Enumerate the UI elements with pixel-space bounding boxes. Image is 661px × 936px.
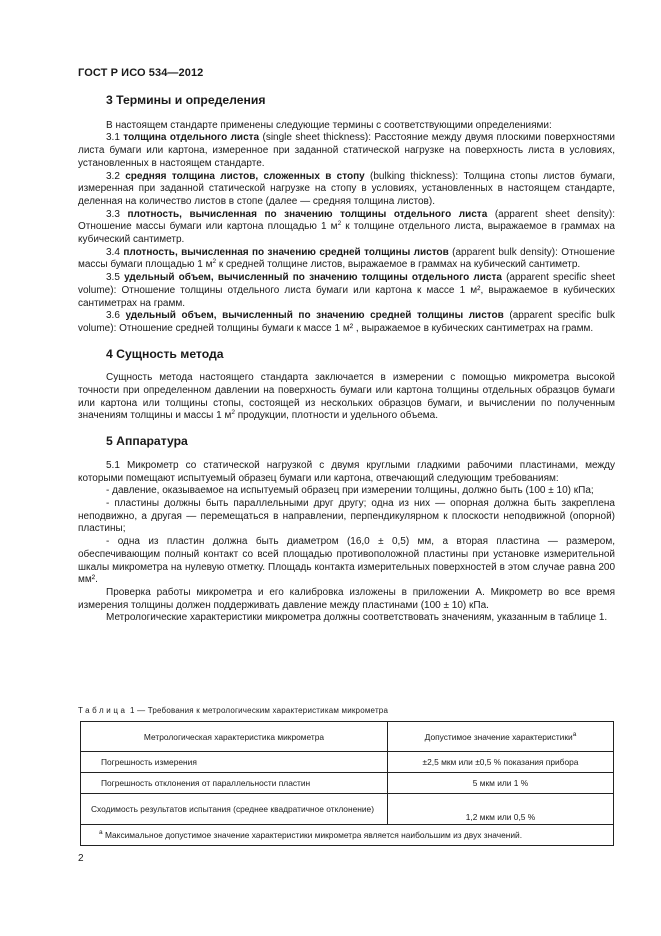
section-3-intro: В настоящем стандарте применены следующие термины с соответствующими определениями: <box>106 119 552 131</box>
section-5-paragraph-1: 5.1 Микрометр со статической нагрузкой с двумя круглыми гладкими рабочими пластинами, между которыми помещают испытуемый образец бумаги или картона, отвечающий следующим требованиям: <box>78 459 615 484</box>
section-5-paragraph-6: Метрологические характеристики микрометра должны соответствовать значениям, указанным в таблице 1. <box>106 612 608 624</box>
definition-3-6: 3.6 удельный объем, вычисленный по значению средней толщины листов (apparent specific bulk volume): Отношение средней толщины бумаги к массе 1 м² , выражаемое в кубических сантиметрах на грамм. <box>78 310 615 334</box>
document-header: ГОСТ Р ИСО 534—2012 <box>78 67 204 79</box>
table-row: Погрешность измерения ±2,5 мкм или ±0,5 % показания прибора <box>81 752 614 773</box>
definition-3-2: 3.2 средняя толщина листов, сложенных в стопу (bulking thickness): Толщина стопы листов бумаги, измеренная при заданной статической нагрузке на стопу в условиях, установленных в настоящем стандарте, деленная на количество листов в стопе (далее — средняя толщина листов). <box>78 170 616 207</box>
table-footnote-row <box>81 825 614 846</box>
section-5-paragraph-4: - одна из пластин должна быть диаметром (16,0 ± 0,5) мм, а вторая пластина — размером, обеспечивающим полный контакт со всей площадью противоположной пластины при установке измерительной шкалы микрометра на нулевую отметку. Площадь контакта измерительных поверхностей в этом случае равна 200 мм². <box>78 536 615 586</box>
metrology-table <box>80 721 614 846</box>
section-3-title: 3 Термины и определения <box>106 93 266 107</box>
table-header-characteristic: Метрологическая характеристика микрометра <box>81 722 388 752</box>
section-5-paragraph-2: - давление, оказываемое на испытуемый образец при измерении толщины, должно быть (100 ± 10) кПа; <box>106 485 594 497</box>
table-caption: Таблица 1 — Требования к метрологическим характеристикам микрометра <box>78 706 389 715</box>
section-5-paragraph-3: - пластины должны быть параллельными друг другу; одна из них — опорная должна быть закреплена неподвижно, а другая — перемещаться в направлении, перпендикулярном к плоскости неподвижной (опорной) пластины; <box>78 497 615 535</box>
section-4-title: 4 Сущность метода <box>106 346 224 361</box>
table-row: Погрешность отклонения от параллельности пластин 5 мкм или 1 % <box>81 773 614 794</box>
section-5-title: 5 Аппаратура <box>106 434 188 449</box>
section-4-text: Сущность метода настоящего стандарта заключается в измерении с помощью микрометра высокой точности при определенном давлении на поверхность бумаги или картона толщины отдельных образцов бумаги или картона или толщины стопы, состоящей из нескольких образцов бумаги, и вычислении по полученным значениям толщины и массы 1 $м^2$ продукции, плотности и удельного объема. <box>78 372 615 422</box>
table-header-row <box>81 722 614 752</box>
table-footnote: $^а$ Максимальное допустимое значение характеристики микрометра является наибольшим из двух значений. <box>81 825 614 846</box>
page-number: 2 <box>78 853 84 864</box>
definition-3-5: 3.5 удельный объем, вычисленный по значению толщины отдельного листа (apparent specific sheet volume): Отношение толщины отдельного листа бумаги или картона к массе 1 м², выражаемое в кубических сантиметрах на грамм. <box>78 272 615 309</box>
document-body <box>78 92 615 625</box>
table-header-value: Допустимое значение характеристики$^а$ <box>388 722 614 752</box>
table-row: Сходимость результатов испытания (среднее квадратичное отклонение) 1,2 мкм или 0,5 % <box>81 794 614 825</box>
section-5-paragraph-5: Проверка работы микрометра и его калибровка изложены в приложении А. Микрометр во все время измерения толщины должен поддерживать давление между пластинами (100 ± 10) кПа. <box>78 586 615 611</box>
definition-3-3: 3.3 плотность, вычисленная по значению толщины отдельного листа (apparent sheet density): Отношение массы бумаги или картона площадью 1 $м^2$ к толщине отдельного листа, выражаемое в граммах на кубический сантиметр. <box>78 208 616 246</box>
definition-3-1: 3.1 толщина отдельного листа (single sheet thickness): Расстояние между двумя плоскими поверхностями листа бумаги или картона, измеренное при заданной статической нагрузке на поверхность листа в условиях, установленных в настоящем стандарте. <box>78 132 615 169</box>
definition-3-4: 3.4 плотность, вычисленная по значению средней толщины листов (apparent bulk density): Отношение массы бумаги площадью 1 $м^2$ к средней толщине листов, выражаемое в граммах на кубический сантиметр. <box>78 246 615 271</box>
